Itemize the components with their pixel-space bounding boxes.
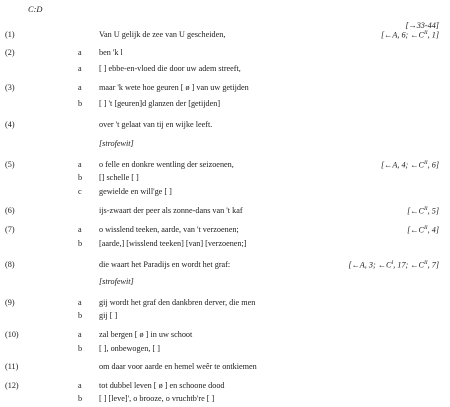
variant-letter: b — [78, 99, 83, 108]
variant-letter: a — [78, 298, 82, 307]
variant-letter: b — [78, 344, 83, 353]
line-l9b — [0, 312, 450, 322]
verse-text: [ ] 't [geuren]d glanzen der [getijden] — [99, 99, 221, 108]
line-number: (11) — [5, 362, 19, 371]
variant-letter: b — [78, 394, 83, 403]
line-number: (7) — [5, 225, 15, 234]
line-l12b — [0, 395, 450, 405]
line-number: (2) — [5, 48, 15, 57]
line-number: (5) — [5, 160, 15, 169]
line-l11 — [0, 363, 450, 373]
line-l12a — [0, 382, 450, 392]
variant-letter: a — [78, 381, 82, 390]
line-l8 — [0, 261, 450, 271]
line-l10b — [0, 345, 450, 355]
variant-letter: a — [78, 330, 82, 339]
line-l2b — [0, 65, 450, 75]
line-l5b — [0, 174, 450, 184]
verse-text: [ ] [leve]', o brooze, o vruchtb're [ ] — [99, 394, 215, 403]
line-sw1 — [0, 140, 450, 150]
line-l3b — [0, 100, 450, 110]
variant-letter: a — [78, 83, 82, 92]
verse-text: o felle en donkre wentling der seizoenen, — [99, 160, 234, 169]
cross-reference: [←A, 6; $\leftarrow C^{II}$, 1] — [380, 30, 439, 40]
verse-text: maar 'k wete hoe geuren [ ø ] van uw getijden — [99, 83, 249, 92]
line-number: (1) — [5, 30, 15, 39]
verse-text: Van U gelijk de zee van U gescheiden, — [99, 30, 226, 39]
variant-letter: a — [78, 48, 82, 57]
line-l1 — [0, 31, 450, 41]
verse-text: die waart het Paradijs en wordt het graf: — [99, 260, 231, 269]
variant-letter: a — [78, 64, 82, 73]
line-number: (8) — [5, 260, 15, 269]
line-sw2 — [0, 278, 450, 288]
line-l6 — [0, 207, 450, 217]
line-l4 — [0, 121, 450, 131]
line-l10a — [0, 331, 450, 341]
stanza-break: [strofewit] — [99, 139, 134, 148]
verse-text: ben 'k l — [99, 48, 123, 57]
verse-text: o wisslend teeken, aarde, van 't verzoenen; — [99, 225, 239, 234]
verse-text: [ ], onbewogen, [ ] — [99, 344, 160, 353]
line-number: (10) — [5, 330, 19, 339]
verse-text: om daar voor aarde en hemel weêr te ontkiemen — [99, 362, 257, 371]
verse-text: [aarde,] [wisslend teeken] [van] [verzoenen;] — [99, 239, 247, 248]
cross-reference: [←A, 3; $\leftarrow C^I$, 17; $\leftarrow C^{II}$, 7] — [348, 260, 439, 270]
stanza-break: [strofewit] — [99, 277, 134, 286]
verse-text: tot dubbel leven [ ø ] en schoone dood — [99, 381, 225, 390]
line-l5a — [0, 161, 450, 171]
cross-reference: [←A, 4; $\leftarrow C^{II}$, 6] — [380, 160, 439, 170]
verse-text: gij wordt het graf den dankbren derver, die men — [99, 298, 256, 307]
verse-text: ijs-zwaart der peer als zonne-dans van 't kaf — [99, 206, 243, 215]
cross-reference: [$\leftarrow C^{II}$, 5] — [407, 206, 439, 216]
line-l7b — [0, 240, 450, 250]
verse-text: gij [ ] — [99, 311, 118, 320]
line-number: (3) — [5, 83, 15, 92]
variant-letter: b — [78, 173, 83, 182]
line-number: (6) — [5, 206, 15, 215]
line-l9a — [0, 299, 450, 309]
verse-text: [ ] ebbe-en-vloed die door uw adem streeft, — [99, 64, 241, 73]
verse-text: gewielde en will'ge [ ] — [99, 187, 172, 196]
variant-letter: c — [78, 187, 82, 196]
verse-text: zal bergen [ ø ] in uw schoot — [99, 330, 193, 339]
variant-letter: a — [78, 225, 82, 234]
verse-text: over 't gelaat van tij en wijke leeft. — [99, 120, 213, 129]
verse-text: [] schelle [ ] — [99, 173, 139, 182]
cross-reference: [$\leftarrow C^{II}$, 4] — [407, 225, 439, 235]
sigla: C:D — [28, 5, 43, 14]
line-l7a — [0, 226, 450, 236]
line-l2a — [0, 49, 450, 59]
variant-letter: b — [78, 311, 83, 320]
line-l5c — [0, 188, 450, 198]
line-number: (4) — [5, 120, 15, 129]
top-reference: [→33-44] — [405, 21, 439, 30]
line-number: (9) — [5, 298, 15, 307]
line-number: (12) — [5, 381, 19, 390]
variant-letter: b — [78, 239, 83, 248]
line-l3a — [0, 84, 450, 94]
variant-letter: a — [78, 160, 82, 169]
